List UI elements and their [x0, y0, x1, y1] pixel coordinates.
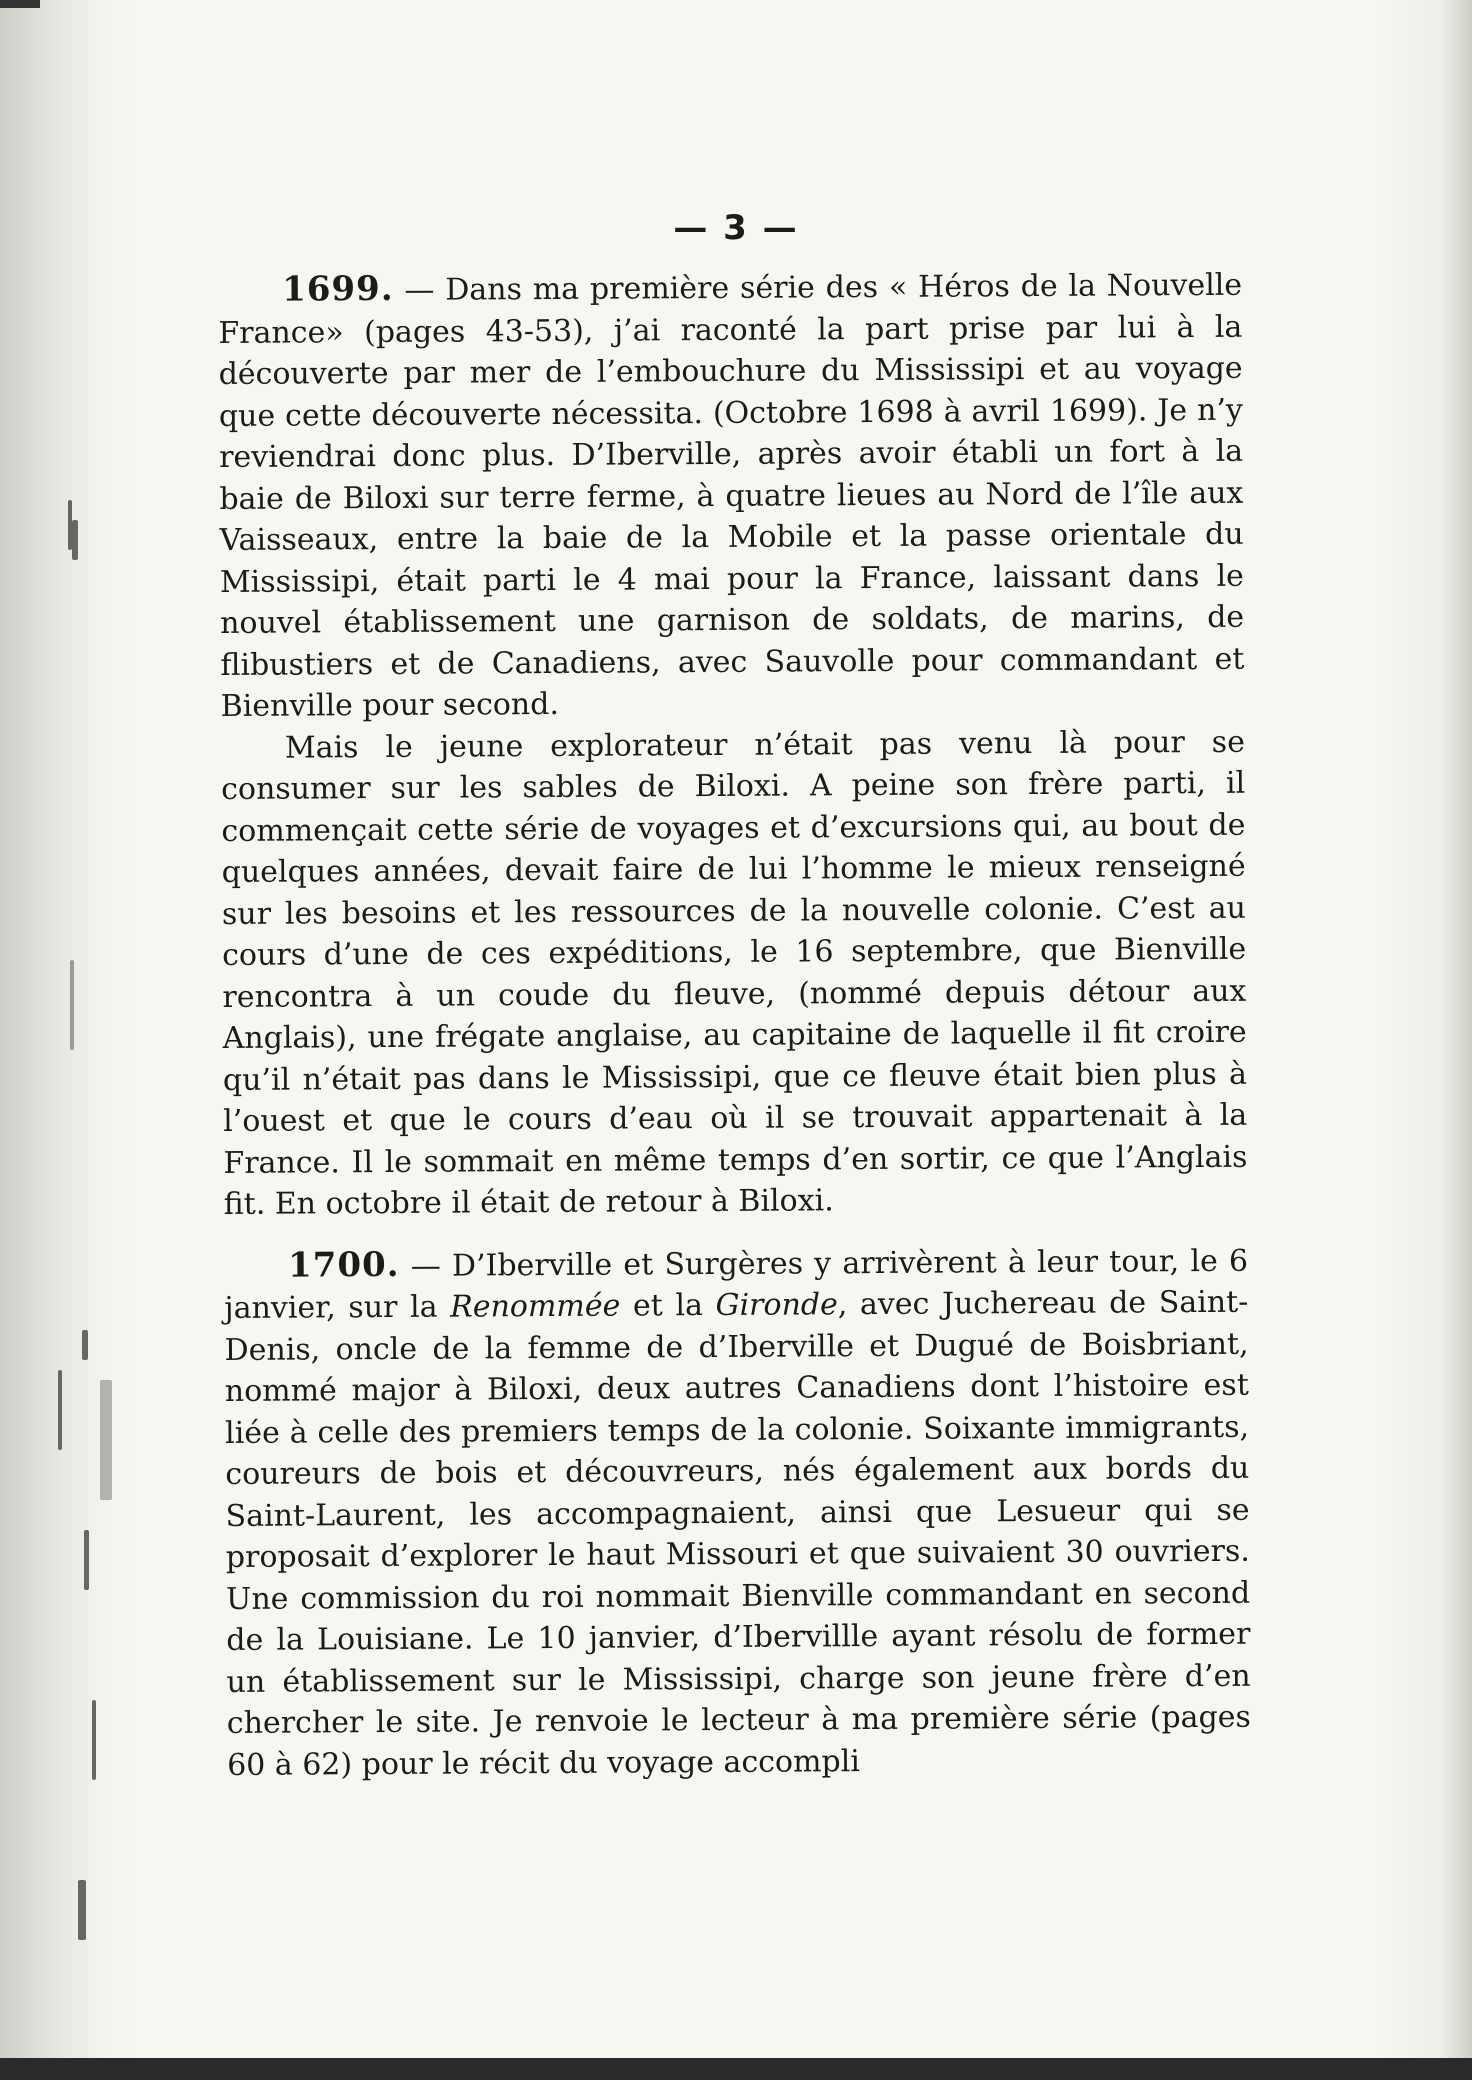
- ship-name: Gironde: [715, 1287, 838, 1323]
- binding-mark: [84, 1530, 89, 1590]
- scan-corner: [0, 0, 40, 8]
- paragraph-text: — Dans ma première série des « Héros de la Nouvelle France» (pages 43-53), j’ai raconté la part prise par lui à la découverte par mer de l’embouchure du Mississipi et au voyage que cette découverte nécessita. (Octobre 1698 à avril 1699). Je n’y reviendrai donc plus. D’Iberville, après avoir établi un fort à la baie de Biloxi sur terre ferme, à quatre lieues au Nord de l’île aux Vaisseaux, entre la baie de la Mobile et la passe orientale du Mississipi, était parti le 4 mai pour la France, laissant dans le nouvel établissement une garnison de soldats, de marins, de flibustiers et de Canadiens, avec Sauvolle pour commandant et Bienville pour second.: [218, 267, 1245, 724]
- paragraph-text: Mais le jeune explorateur n’était pas venu là pour se consumer sur les sables de Biloxi. A peine son frère parti, il commençait cette série de voyages et d’excursions qui, au bout de quelques années, devait faire de lui l’homme le mieux renseigné sur les besoins et les ressources de la nouvelle colonie. C’est au cours d’une de ces expéditions, le 16 septembre, que Bienville rencontra à un coude du fleuve, (nommé depuis détour aux Anglais), une frégate anglaise, au capitaine de laquelle il fit croire qu’il n’était pas dans le Mississipi, que ce fleuve était bien plus à l’ouest et que le cours d’eau où il se trouvait appartenait à la France. Il le sommait en même temps d’en sortir, ce que l’Anglais fit. En octobre il était de retour à Biloxi.: [221, 724, 1248, 1222]
- paragraph-1699: [218, 264, 1245, 728]
- binding-mark: [70, 960, 74, 1050]
- binding-mark: [82, 1330, 88, 1360]
- paragraph-1700: [224, 1239, 1251, 1786]
- binding-mark: [92, 1700, 96, 1780]
- year-heading: 1699.: [281, 268, 394, 310]
- binding-mark: [58, 1370, 62, 1450]
- paragraph-text: et la: [620, 1287, 716, 1324]
- scan-bottom-edge: [0, 2058, 1472, 2080]
- paragraph-text: , avec Juchereau de Saint-Denis, oncle de la femme de d’Iberville et Dugué de Boisbriant, nommé major à Biloxi, deux autres Canadiens dont l’histoire est liée à celle des premiers temps de la colonie. Soixante immigrants, coureurs de bois et découvreurs, nés également aux bords du Saint-Laurent, les accompagnaient, ainsi que Lesueur qui se proposait d’explorer le haut Missouri et que suivaient 30 ouvriers. Une commission du roi nommait Bienville commandant en second de la Louisiane. Le 10 janvier, d’Ibervillle ayant résolu de former un établissement sur le Mississipi, charge son jeune frère d’en chercher le site. Je renvoie le lecteur à ma première série (pages 60 à 62) pour le récit du voyage accompli: [224, 1284, 1251, 1783]
- body-text: [218, 264, 1251, 1786]
- paragraph-text: — D’Iberville et Surgères y arrivèrent à leur tour, le 6 janvier, sur la: [224, 1243, 1249, 1326]
- binding-mark: [78, 1880, 86, 1940]
- year-heading: 1700.: [287, 1244, 400, 1286]
- binding-mark: [100, 1380, 112, 1500]
- paragraph-bienville: [221, 721, 1248, 1225]
- page-number: — 3 —: [673, 208, 799, 248]
- ship-name: Renommée: [450, 1288, 621, 1325]
- binding-mark: [72, 520, 78, 560]
